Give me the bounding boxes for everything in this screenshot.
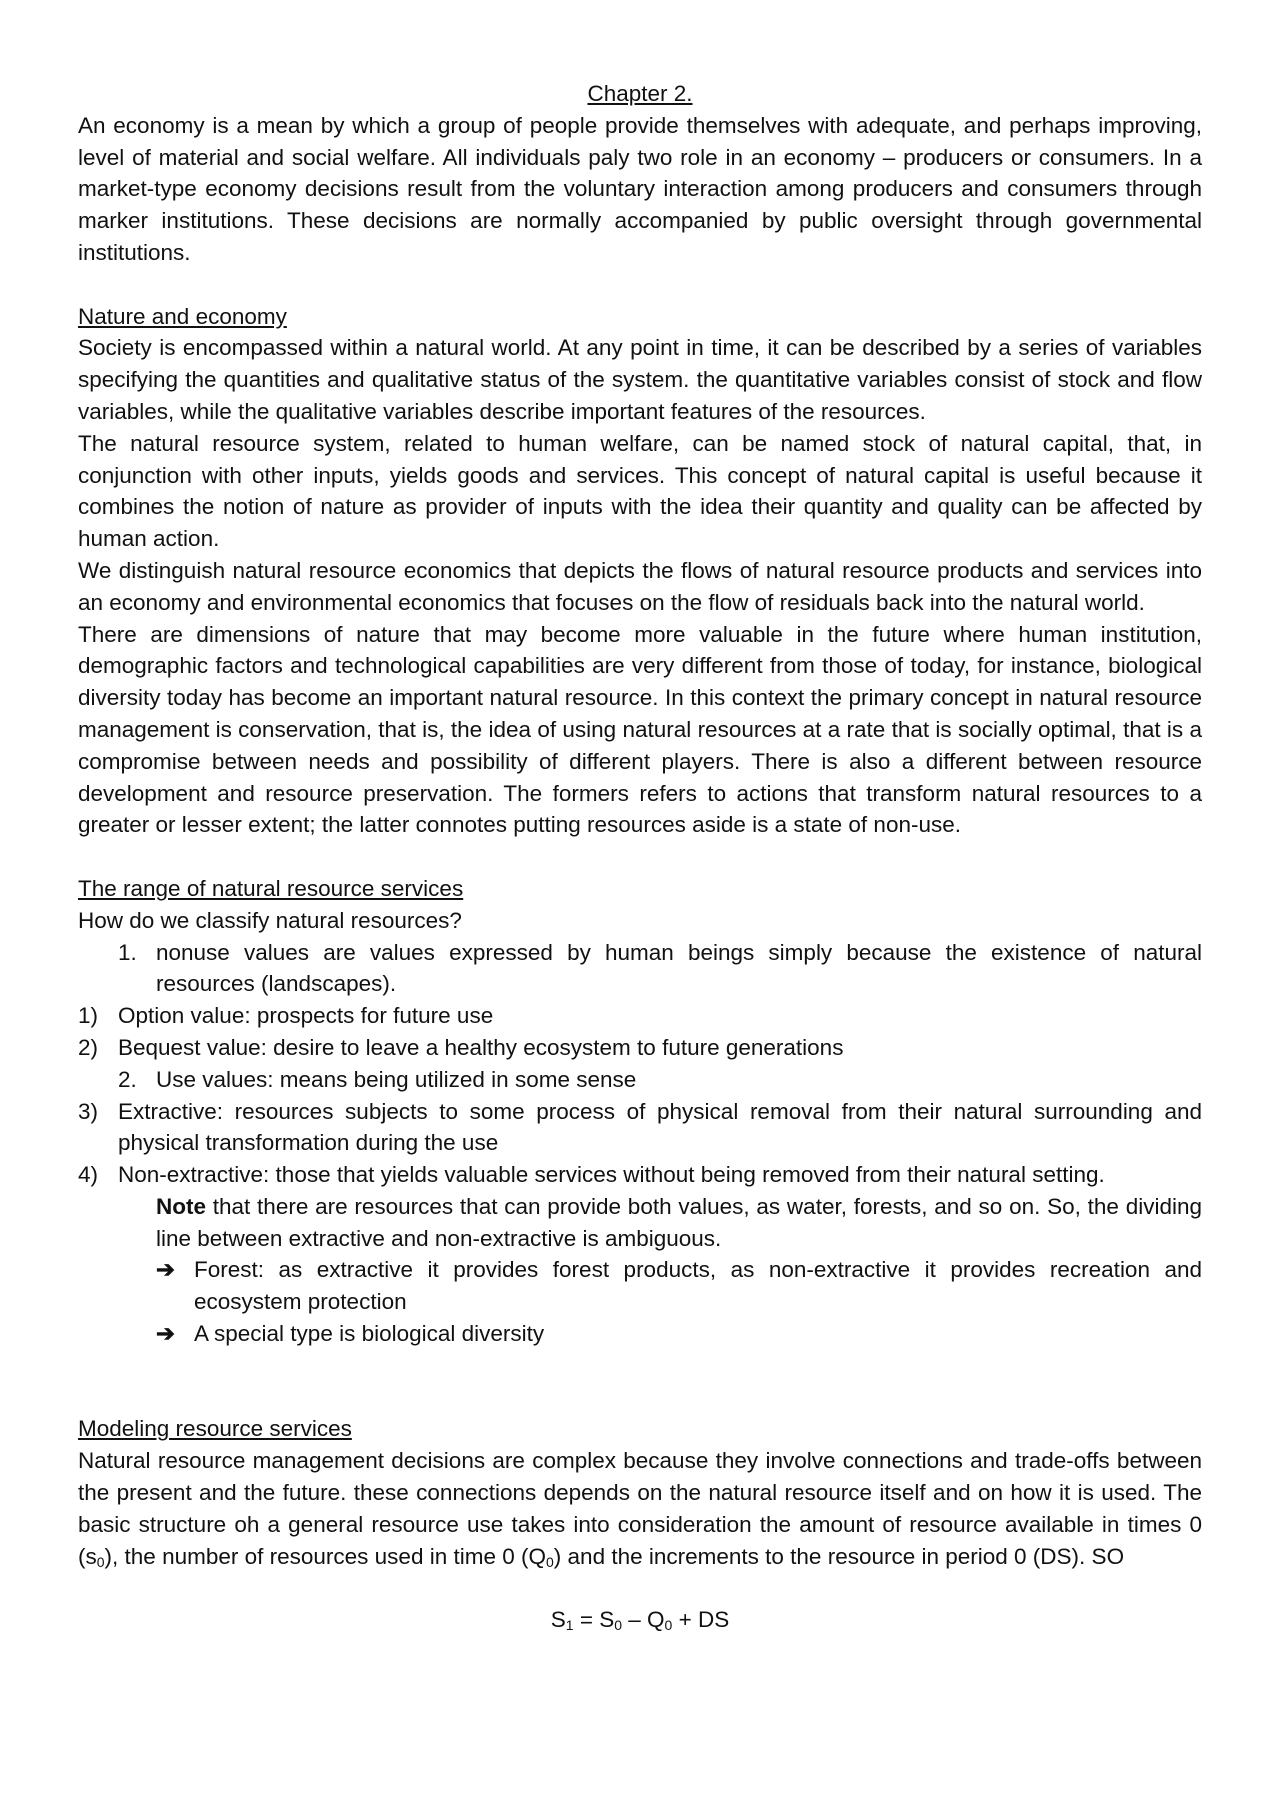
bullet-text: A special type is biological diversity [194,1321,545,1347]
section-heading-nature: Nature and economy [78,303,287,329]
bullet-forest [78,1254,1202,1318]
list-text: Use values: means being utilized in some sense [156,1066,637,1092]
subscript: 0 [96,1553,105,1570]
list-text: Bequest value: desire to leave a healthy ecosystem to future generations [118,1034,844,1060]
formula [78,1604,1202,1636]
nature-paragraph-1: Society is encompassed within a natural world. At any point in time, it can be described by a series of variables specifying the quantities and qualitative status of the system. the quantitative variables consist of stock and flow variables, while the qualitative variables describe important features of the resources. [78,335,1202,424]
modeling-text-part: ) and the increments to the resource in period 0 (DS). SO [553,1543,1125,1569]
arrow-icon: ➔ [156,1321,175,1347]
spacer [78,1350,1202,1414]
list-number: 3) [78,1098,99,1124]
formula-part: + DS [672,1607,730,1633]
note-label: Note [156,1193,206,1219]
note-paragraph [78,1191,1202,1255]
nature-paragraph-3: We distinguish natural resource economics that depicts the flows of natural resource products and services into an economy and environmental economics that focuses on the flow of residuals back into the natural world. [78,557,1202,615]
chapter-title: Chapter 2. [587,81,693,106]
list-number: 4) [78,1162,99,1188]
list-text: Option value: prospects for future use [118,1003,494,1029]
list-item-use [78,1064,1202,1096]
nature-paragraph-4: There are dimensions of nature that may become more valuable in the future where human institution, demographic factors and technological capabilities are very different from those of today, for instance, biological diversity today has become an important natural resource. In this context the primary concept in natural resource management is conservation, that is, the idea of using natural resources at a rate that is socially optimal, that is a compromise between needs and possibility of different players. There is also a different between resource development and resource preservation. The formers refers to actions that transform natural resources to a greater or lesser extent; the latter connotes putting resources aside is a state of non-use. [78,621,1202,838]
formula-part: – Q [622,1607,665,1633]
range-question: How do we classify natural resources? [78,907,462,933]
section-heading-modeling: Modeling resource services [78,1416,352,1442]
list-text: Non-extractive: those that yields valuable services without being removed from their natural setting. [118,1162,1105,1188]
list-text: nonuse values are values expressed by human beings simply because the existence of natural resources (landscapes). [156,939,1202,997]
list-number: 1) [78,1003,99,1029]
spacer [78,1572,1202,1604]
list-number: 2. [118,1066,137,1092]
section-heading-range: The range of natural resource services [78,875,464,901]
intro-paragraph: An economy is a mean by which a group of people provide themselves with adequate, and perhaps improving, level of material and social welfare. All individuals paly two role in an economy – producers or consumers. In a market-type economy decisions result from the voluntary interaction among producers and consumers through marker institutions. These decisions are normally accompanied by public oversight through governmental institutions. [78,112,1202,265]
modeling-text-part: Natural resource management decisions are complex because they involve connections and trade-offs between the present and the future. these connections depends on the natural resource itself and on how it is used. The basic structure oh a general resource use takes into consideration the amount of resource available in times 0 (s [78,1448,1202,1569]
bullet-biodiversity [78,1318,1202,1350]
subscript: 0 [664,1617,673,1634]
list-item-nonuse [78,937,1202,1001]
bullet-text: Forest: as extractive it provides forest products, as non-extractive it provides recreation and ecosystem protection [194,1257,1202,1315]
list-number: 2) [78,1034,99,1060]
list-number: 1. [118,939,137,965]
subscript: 1 [565,1617,574,1634]
subscript: 0 [546,1553,554,1570]
arrow-icon: ➔ [156,1257,175,1283]
list-item-non-extractive [78,1159,1202,1191]
spacer [78,841,1202,873]
modeling-text-part: ), the number of resources used in time 0 (Q [104,1543,546,1569]
list-item-extractive [78,1096,1202,1160]
list-text: Extractive: resources subjects to some process of physical removal from their natural surrounding and physical transformation during the use [118,1098,1202,1156]
formula-part: = S [573,1607,615,1633]
formula-part: S [550,1607,566,1633]
note-text: that there are resources that can provide both values, as water, forests, and so on. So, the dividing line between extractive and non-extractive is ambiguous. [156,1193,1202,1251]
list-item-bequest [78,1032,1202,1064]
subscript: 0 [614,1617,623,1634]
spacer [78,269,1202,301]
list-item-option [78,1000,1202,1032]
nature-paragraph-2: The natural resource system, related to human welfare, can be named stock of natural capital, that, in conjunction with other inputs, yields goods and services. This concept of natural capital is useful because it combines the notion of nature as provider of inputs with the idea their quantity and quality can be affected by human action. [78,430,1202,552]
modeling-paragraph [78,1445,1202,1572]
